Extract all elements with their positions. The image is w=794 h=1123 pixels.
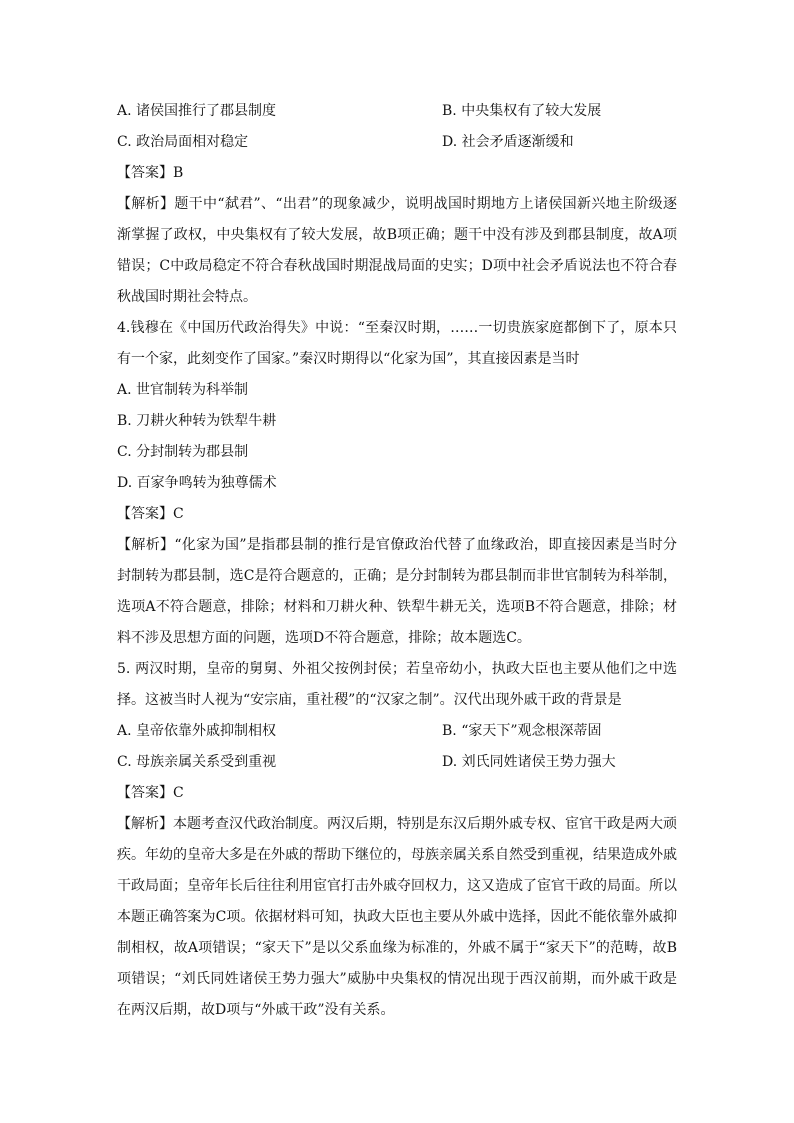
- q5-analysis: 【解析】本题考查汉代政治制度。两汉后期，特别是东汉后期外戚专权、宦官干政是两大顽疾。年幼的皇帝大多是在外戚的帮助下继位的，母族亲属关系自然受到重视，结果造成外戚干政局面；皇帝年长后往往利用宦官打击外戚夺回权力，这又造成了宦官干政的局面。所以本题正确答案为C项。依据材料可知，执政大臣也主要从外戚中选择，因此不能依靠外戚抑制相权，故A项错误；“家天下”是以父系血缘为标准的，外戚不属于“家天下”的范畴，故B项错误；“刘氏同姓诸侯王势力强大”威胁中央集权的情况出现于西汉前期，而外戚干政是在两汉后期，故D项与“外戚干政”没有关系。: [117, 816, 677, 1018]
- q3-options-row-1: [117, 96, 677, 127]
- q4-answer: 【答案】C: [117, 506, 184, 522]
- q5-option-c: C. 母族亲属关系受到重视: [117, 754, 277, 770]
- q3-option-d: D. 社会矛盾逐渐缓和: [442, 134, 574, 150]
- document-page: [117, 96, 677, 1026]
- q5-option-d: D. 刘氏同姓诸侯王势力强大: [442, 754, 616, 770]
- q5-options-row-1: [117, 716, 677, 747]
- q4-option-b: B. 刀耕火种转为铁犁牛耕: [117, 413, 277, 429]
- q5-stem: 5. 两汉时期，皇帝的舅舅、外祖父按例封侯；若皇帝幼小，执政大臣也主要从他们之中选择。这被当时人视为“安宗庙，重社稷”的“汉家之制”。汉代出现外戚干政的背景是: [117, 661, 677, 708]
- q5-option-a: A. 皇帝依靠外戚抑制相权: [117, 723, 277, 739]
- q3-option-a: A. 诸侯国推行了郡县制度: [117, 103, 277, 119]
- q5-options-row-2: [117, 747, 677, 778]
- q5-option-b: B. “家天下”观念根深蒂固: [442, 723, 602, 739]
- q3-option-b: B. 中央集权有了较大发展: [442, 103, 602, 119]
- q3-answer: 【答案】B: [117, 165, 184, 181]
- q4-analysis: 【解析】“化家为国”是指郡县制的推行是官僚政治代替了血缘政治，即直接因素是当时分封制转为郡县制，选C是符合题意的，正确；是分封制转为郡县制而非世官制转为科举制，选项A不符合题意，排除；材料和刀耕火种、铁犁牛耕无关，选项B不符合题意，排除；材料不涉及思想方面的问题，选项D不符合题意，排除；故本题选C。: [117, 537, 677, 646]
- q4-option-c: C. 分封制转为郡县制: [117, 444, 249, 460]
- q4-option-a: A. 世官制转为科举制: [117, 382, 249, 398]
- q4-option-d: D. 百家争鸣转为独尊儒术: [117, 475, 277, 491]
- q4-stem: 4.钱穆在《中国历代政治得失》中说：“至秦汉时期，……一切贵族家庭都倒下了，原本只有一个家，此刻变作了国家。”秦汉时期得以“化家为国”，其直接因素是当时: [117, 320, 677, 367]
- q3-options-row-2: [117, 127, 677, 158]
- q3-analysis: 【解析】题干中“弑君”、“出君”的现象减少，说明战国时期地方上诸侯国新兴地主阶级逐渐掌握了政权，中央集权有了较大发展，故B项正确；题干中没有涉及到郡县制度，故A项错误；C中政局稳定不符合春秋战国时期混战局面的史实；D项中社会矛盾说法也不符合春秋战国时期社会特点。: [117, 196, 677, 305]
- q3-option-c: C. 政治局面相对稳定: [117, 134, 249, 150]
- q5-answer: 【答案】C: [117, 785, 184, 801]
